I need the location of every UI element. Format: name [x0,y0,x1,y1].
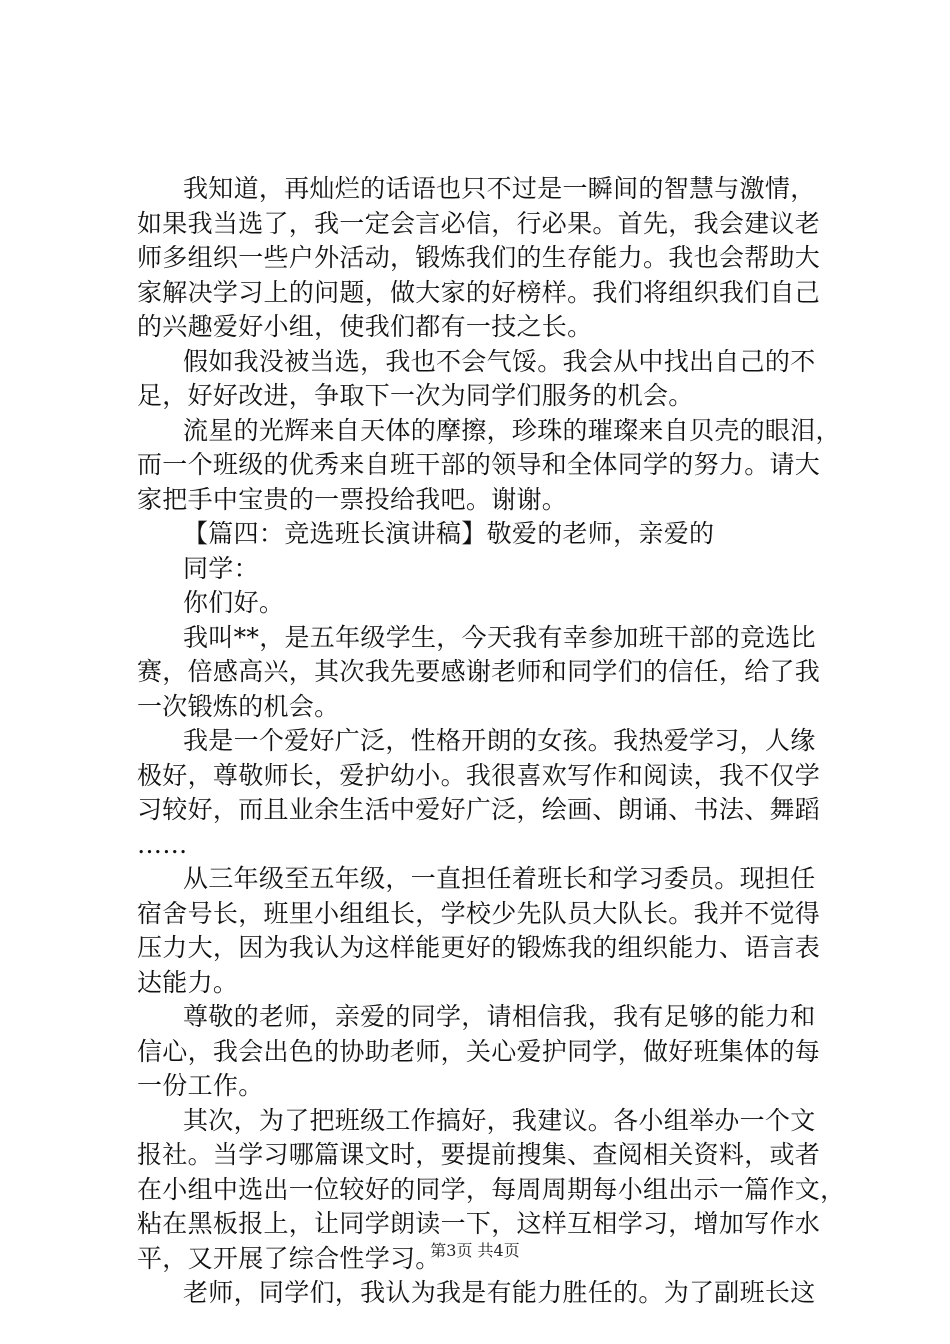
text-line: 平，又开展了综合性学习。 [137,1243,441,1273]
document-body [137,172,846,1311]
text-line: 赛，倍感高兴，其次我先要感谢老师和同学们的信任，给了我 [137,657,821,686]
text-line: 宿舍号长，班里小组组长，学校少先队员大队长。我并不觉得 [137,898,821,928]
text-line: 师多组织一些户外活动，锻炼我们的生存能力。我也会帮助大 [137,243,821,272]
text-line: 其次，为了把班级工作搞好，我建议。各小组举办一个文 [183,1105,816,1135]
page-footer: 第3页 共4页 [430,1241,520,1260]
text-line: 家把手中宝贵的一票投给我吧。谢谢。 [137,484,568,514]
text-line: 流星的光辉来自天体的摩擦，珍珠的璀璨来自贝壳的眼泪， [183,415,841,445]
text-line: 假如我没被当选，我也不会气馁。我会从中找出自己的不 [183,346,816,376]
text-line: 而一个班级的优秀来自班干部的领导和全体同学的努力。请大 [137,450,821,479]
text-line: 在小组中选出一位较好的同学，每周周期每小组出示一篇作文， [137,1174,846,1204]
text-line: 我叫**，是五年级学生，今天我有幸参加班干部的竞选比 [183,622,816,652]
text-line: 足，好好改进，争取下一次为同学们服务的机会。 [137,381,694,410]
text-line: 我知道，再灿烂的话语也只不过是一瞬间的智慧与激情， [183,174,816,203]
text-line: 信心，我会出色的协助老师，关心爱护同学，做好班集体的每 [137,1036,821,1066]
text-line: 老师，同学们，我认为我是有能力胜任的。为了副班长这 [183,1278,816,1307]
text-line: 的兴趣爱好小组，使我们都有一技之长。 [137,312,593,341]
text-line: 【篇四：竞选班长演讲稿】敬爱的老师，亲爱的 [183,519,715,548]
text-line: 从三年级至五年级，一直担任着班长和学习委员。现担任 [183,864,816,893]
text-line: 同学： [183,553,259,583]
text-line: 尊敬的老师，亲爱的同学，请相信我，我有足够的能力和 [183,1002,816,1031]
text-line: 粘在黑板报上，让同学朗读一下，这样互相学习，增加写作水 [137,1209,821,1238]
text-line: 压力大，因为我认为这样能更好的锻炼我的组织能力、语言表 [137,933,821,962]
text-line: 报社。当学习哪篇课文时，要提前搜集、查阅相关资料，或者 [137,1140,821,1169]
text-line: 家解决学习上的问题，做大家的好榜样。我们将组织我们自己 [137,277,821,307]
text-line: 极好，尊敬师长，爱护幼小。我很喜欢写作和阅读，我不仅学 [137,760,821,790]
text-line: 达能力。 [137,967,239,997]
text-line: 你们好。 [183,588,285,617]
text-line: …… [137,829,188,859]
text-line: 我是一个爱好广泛，性格开朗的女孩。我热爱学习，人缘 [183,726,816,755]
text-line: 一份工作。 [137,1071,264,1100]
text-line: 习较好，而且业余生活中爱好广泛，绘画、朗诵、书法、舞蹈 [137,795,821,824]
text-line: 如果我当选了，我一定会言必信，行必果。首先，我会建议老 [137,208,821,238]
text-line: 一次锻炼的机会。 [137,691,340,721]
